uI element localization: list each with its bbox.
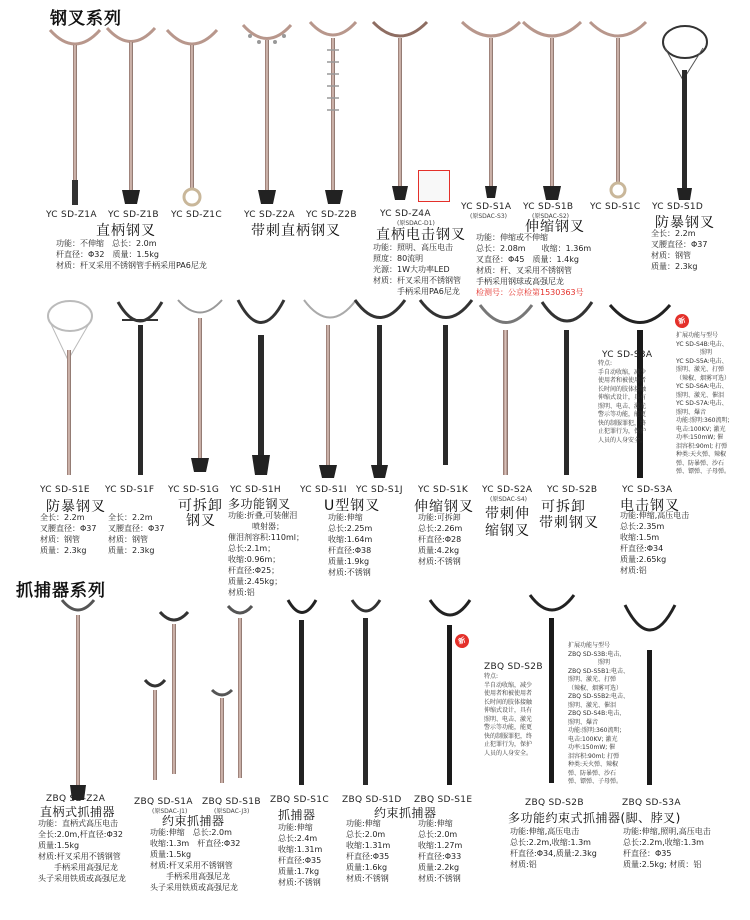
- spec-block: 功能:伸缩,照明,高压电击 总长:2.2m,收缩:1.3m 杆直径：Φ35 质量:2.5kg; 材质：铝: [623, 827, 711, 869]
- catcher-s1d: [352, 600, 380, 785]
- product-name: 可拆卸: [178, 498, 223, 514]
- model-label: YC SD-S3A: [622, 485, 673, 495]
- spec-block: 功能：照明、高压电击 照度：80流明 光源：1W大功率LED 材质：杆叉采用不锈钢管 手柄采用PA6尼龙: [373, 243, 461, 296]
- fork-s1g: [178, 300, 222, 472]
- model-label: YC SD-Z1C: [171, 210, 222, 220]
- model-label: ZBQ SD-S1C: [270, 795, 329, 805]
- spec-block: 功能:伸缩,高压电击 总长:2.35m 收缩:1.5m 杆直径:Φ34 质量:2.65kg 材质:铝: [620, 511, 690, 575]
- model-label: ZBQ SD-S2B: [525, 798, 584, 808]
- model-label: ZBQ SD-Z2A: [46, 794, 106, 804]
- model-label: ZBQ SD-S1B: [202, 797, 261, 807]
- product-name: 直柄电击钢叉: [376, 227, 466, 243]
- new-badge: 新: [453, 632, 471, 650]
- spec-block: 全长：2.2m 叉腰直径：Φ37 材质：钢管 质量：2.3kg: [651, 229, 708, 271]
- model-label: YC SD-Z1A: [46, 210, 97, 220]
- product-name: 约束抓捕器: [162, 814, 225, 828]
- spec-block: 功能:伸缩 总长:2.0m 收缩:1.3m 杆直径:Φ32 质量:1.5kg 材质:杆叉采用不锈钢管 手柄采用高强尼龙 头子采用铁质或高强尼龙: [150, 828, 241, 892]
- fork-s1h: [238, 300, 284, 475]
- fork-s1k: [420, 300, 472, 465]
- product-name: 多功能约束式抓捕器(脚、脖叉): [508, 811, 681, 825]
- product-name: 带刺伸: [485, 506, 530, 522]
- spec-block: 功能:可拆卸 总长:2.26m 杆直径:Φ28 质量:4.2kg 材质:不锈钢: [418, 513, 463, 566]
- product-name: 缩钢叉: [485, 523, 530, 539]
- product-name: 伸缩钢叉: [525, 219, 585, 235]
- fork-z2a: [243, 25, 291, 204]
- product-name: 带刺直柄钢叉: [251, 223, 341, 239]
- fork-z2b: [310, 22, 356, 204]
- model-label: YC SD-S1D: [652, 202, 704, 212]
- product-name: 直柄钢叉: [96, 223, 156, 239]
- feature-text: 特点: 手自动收缩，减少 使用者和被使用者 长时间的肢体接触 伸缩式设计，具有 照明、电击、激光 警示等功能，能更 快的制服罪犯，终 止犯罪行为，保护 人员的人身安全。: [598, 360, 647, 444]
- model-label: ZBQ SD-S1A: [134, 797, 193, 807]
- fork-s2a: [480, 305, 532, 475]
- spec-block: 功能:伸缩,高压电击 总长:2.2m,收缩:1.3m 杆直径:Φ34,质量:2.3kg 材质:铝: [510, 827, 597, 869]
- model-label: YC SD-Z2B: [306, 210, 357, 220]
- model-label: YC SD-S1B: [523, 202, 574, 212]
- model-label: YC SD-S1C: [590, 202, 641, 212]
- spec-block: 功能:伸缩 总长:2.4m 收缩:1.31m 杆直径:Φ35 质量:1.7kg 材质:不锈钢: [278, 823, 323, 887]
- fork-s1c: [590, 22, 646, 197]
- fork-s1d: [663, 26, 707, 200]
- extension-text: 扩展功能与型号 ZBQ SD-S3B:电击、 照明 ZBQ SD-S5B1:电击、 照明、激光、打弹 （辣椒、烟雾可选） ZBQ SD-S5B2:电击、 照明、激光、催泪 ZBQ SD-S4B:电击、 照明、爆音 功能:照明:360流明; 电击:100KV; 激光 功率:150mW; 催 泪容积:90ml; 打弹 种类:天火弹、辣椒 弹、防暴弹、沙石 弹、镖弹、子母弹。: [568, 642, 630, 785]
- spec-block: 功能：伸缩或不伸缩 总长：2.08m 收缩：1.36m 叉直径：Φ45 质量：1.4kg 材质：杆、叉采用不锈钢管 手柄采用钢球或高强尼龙 检测号：公京检第1530363号: [476, 233, 592, 297]
- fork-s1e: [48, 301, 92, 475]
- model-label: YC SD-S2A: [482, 485, 533, 495]
- model-label: YC SD-S1H: [230, 485, 281, 495]
- model-label: YC SD-S1E: [40, 485, 90, 495]
- spec-block: 功能:折叠,可装催泪 喷射器； 催泪剂容积:110ml； 总长:2.1m； 收缩:0.96m； 杆直径:Φ25； 质量:2.45kg； 材质:铝: [228, 511, 304, 597]
- catcher-s3a: [625, 605, 675, 785]
- model-label: YC SD-S1I: [300, 485, 347, 495]
- product-name: 防暴钢叉: [46, 499, 106, 515]
- product-name: 伸缩钢叉: [414, 499, 474, 515]
- model-sub-label: (原SDAC-S4): [490, 496, 527, 503]
- fork-s1i: [304, 300, 356, 478]
- spec-block: 功能:伸缩 总长:2.25m 收缩:1.64m 杆直径:Φ38 质量:1.9kg 材质:不锈钢: [328, 513, 373, 577]
- spec-block: 全长：2.2m 叉腰直径：Φ37 材质：钢管 质量：2.3kg: [40, 513, 97, 555]
- product-name: U型钢叉: [324, 498, 381, 514]
- spec-block: 功能:伸缩 总长:2.0m 收缩:1.31m 杆直径:Φ35 质量:1.6kg 材质:不锈钢: [346, 819, 391, 883]
- feature-text: 特点: 半自动收缩，减少 使用者和被使用者 长时间的肢体接触 伸缩式设计，具有 照明、电击、激光 警示等功能，能更 快的制服罪犯，终 止犯罪行为，保护 人员的人身安全。: [484, 673, 533, 757]
- section-title-fork: 钢叉系列: [50, 9, 122, 29]
- fork-s1a: [462, 22, 520, 198]
- model-sub-label: (原SDAC-J3): [214, 808, 250, 815]
- product-name: 约束抓捕器: [374, 806, 437, 820]
- model-label: YC SD-S1J: [356, 485, 403, 495]
- catcher-s1c: [288, 600, 316, 785]
- fork-s1b: [523, 22, 581, 200]
- fork-s1f: [118, 302, 162, 475]
- product-name: 电击钢叉: [620, 498, 680, 514]
- model-sub-label: (原SDAC-S2): [532, 213, 569, 220]
- model-label: YC SD-Z1B: [108, 210, 159, 220]
- catcher-s1b: [212, 606, 252, 783]
- model-label: YC SD-S1K: [418, 485, 469, 495]
- catcher-z2a: [62, 600, 94, 800]
- spec-block: 功能:伸缩 总长:2.0m 收缩:1.27m 杆直径:Φ33 质量:2.2kg 材质:不锈钢: [418, 819, 463, 883]
- spec-block: 功能：直柄式高压电击 全长:2.0m,杆直径:Φ32 质量:1.5kg 材质:杆叉采用不锈钢管 手柄采用高强尼龙 头子采用铁质或高强尼龙: [38, 819, 126, 883]
- model-label: YC SD-S1G: [168, 485, 220, 495]
- product-name: 防暴钢叉: [655, 215, 715, 231]
- model-label: YC SD-S1F: [105, 485, 155, 495]
- model-label: ZBQ SD-S3A: [622, 798, 681, 808]
- product-name: 抓捕器: [278, 808, 316, 822]
- model-label: ZBQ SD-S1E: [414, 795, 473, 805]
- catcher-s1e: [430, 600, 470, 785]
- product-name: 可拆卸: [541, 499, 586, 515]
- fork-z1a: [50, 30, 100, 205]
- product-name: 带刺钢叉: [539, 515, 599, 531]
- fork-s2b: [542, 302, 592, 475]
- catcher-s1a: [145, 612, 188, 780]
- model-label: ZBQ SD-S1D: [342, 795, 402, 805]
- fork-z1b: [107, 28, 155, 204]
- model-sub-label: (原SDAC-J1): [152, 808, 188, 815]
- model-sub-label: (原SDAC-S3): [470, 213, 507, 220]
- new-badge: 新: [673, 312, 691, 330]
- model-label: YC SD-Z2A: [244, 210, 295, 220]
- product-name: 钢叉: [186, 513, 216, 529]
- fork-z1c: [167, 30, 217, 205]
- model-label: YC SD-S1A: [461, 202, 512, 212]
- section-title-catcher: 抓捕器系列: [16, 581, 106, 601]
- model-label: YC SD-S2B: [547, 485, 598, 495]
- spec-block: 全长：2.2m 叉腰直径：Φ37 材质：钢管 质量：2.3kg: [108, 513, 165, 555]
- extension-text: 扩展功能与型号 YC SD-S4B:电击、 照明 YC SD-S5A:电击、 照明、激光、打弹 （辣椒、烟雾可选） YC SD-S6A:电击、 照明、激光、催泪 YC SD-S7A:电击、 照明、爆音 功能:照明:360流明; 电击:100KV; 激光 功率:150mW; 催 泪容积:90ml; 打弹 种类:天火弹、辣椒 弹、防暴弹、沙石 弹、镖弹、子母弹。: [676, 332, 731, 475]
- fork-s1j: [355, 300, 405, 478]
- model-label: YC SD-Z4A: [380, 209, 431, 219]
- product-name: 多功能钢叉: [228, 497, 291, 511]
- inspection-number: 检测号：公京检第1530363号: [476, 288, 584, 297]
- product-photo-inset: [418, 170, 450, 202]
- model-sub-label: (原SDAC-D1): [397, 220, 435, 227]
- model-label: YC SD-S3A: [602, 350, 653, 360]
- model-label: ZBQ SD-S2B: [484, 662, 543, 672]
- product-name: 直柄式抓捕器: [40, 805, 116, 819]
- spec-block: 功能：不伸缩 总长：2.0m 杆直径：Φ32 质量：1.5kg 材质：杆叉采用不锈钢管手柄采用PA6尼龙: [56, 239, 207, 270]
